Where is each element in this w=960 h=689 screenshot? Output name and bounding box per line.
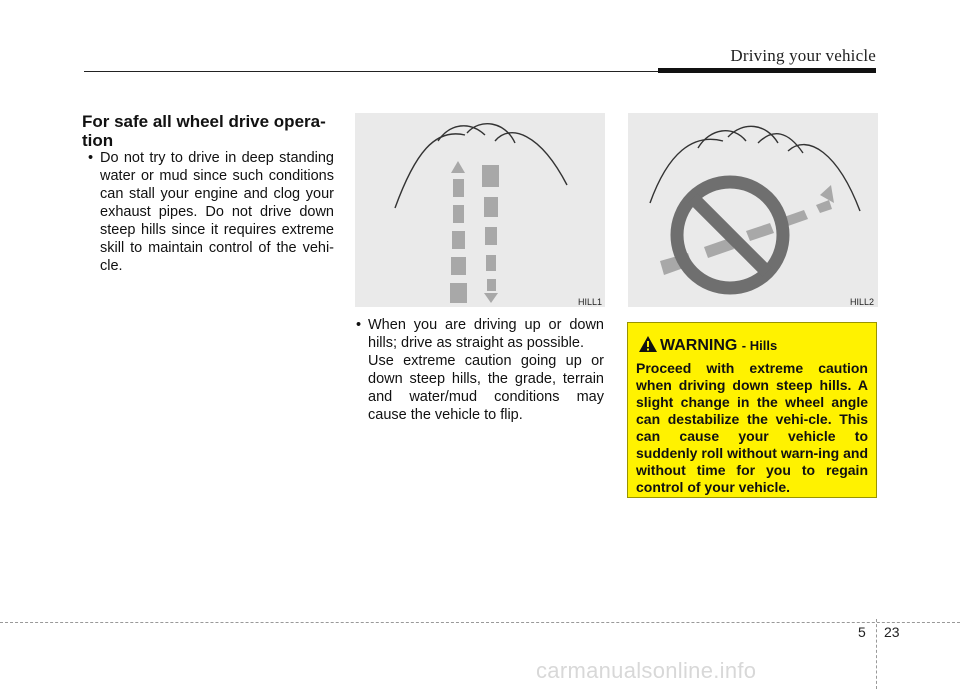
chapter-number: 5	[858, 624, 866, 640]
warning-subtitle: - Hills	[741, 338, 778, 353]
warning-triangle-icon	[638, 335, 658, 353]
hill-straight-path-illustration	[355, 113, 605, 307]
section-heading	[82, 112, 338, 150]
header-rule-accent	[658, 68, 876, 73]
warning-title	[660, 337, 777, 355]
warning-box	[627, 322, 877, 498]
warning-body: Proceed with extreme caution when driving down steep hills. A slight change in the wheel angle can destabilize the vehi-cle. This can cause your vehicle to suddenly roll without warn-ing and without time for you to regain control of your vehicle.	[636, 360, 868, 495]
page-header-title: Driving your vehicle	[730, 46, 876, 65]
bullet-icon: •	[356, 317, 362, 333]
illustration-label: HILL1	[578, 297, 603, 307]
header-rule	[84, 71, 684, 72]
watermark: carmanualsonline.info	[536, 658, 757, 683]
middle-paragraph: Use extreme caution going up or down steep hills, the grade, terrain and water/mud conditions may cause the vehicle to flip.	[368, 353, 604, 423]
page-number: 23	[884, 624, 900, 640]
footer-divider	[876, 619, 877, 689]
footer-rule	[0, 622, 960, 623]
hill-diagonal-prohibited-icon	[628, 113, 878, 307]
left-bullet-item	[88, 149, 334, 275]
bullet-icon: •	[88, 150, 94, 166]
left-bullet-text: Do not try to drive in deep standing water or mud since such conditions can stall your engine and clog your exhaust pipes. Do not drive down steep hills since it requires extreme skill to maintain control of the vehi-cle.	[100, 150, 334, 274]
hill-straight-path-icon	[355, 113, 605, 307]
middle-bullet-item	[356, 316, 604, 352]
section-heading-text: For safe all wheel drive opera- tion	[82, 112, 326, 150]
illustration-label: HILL2	[850, 297, 875, 307]
warning-title-text: WARNING	[660, 337, 738, 354]
middle-bullet-text: When you are driving up or down hills; drive as straight as possible.	[368, 317, 604, 351]
hill-diagonal-prohibited-illustration	[628, 113, 878, 307]
